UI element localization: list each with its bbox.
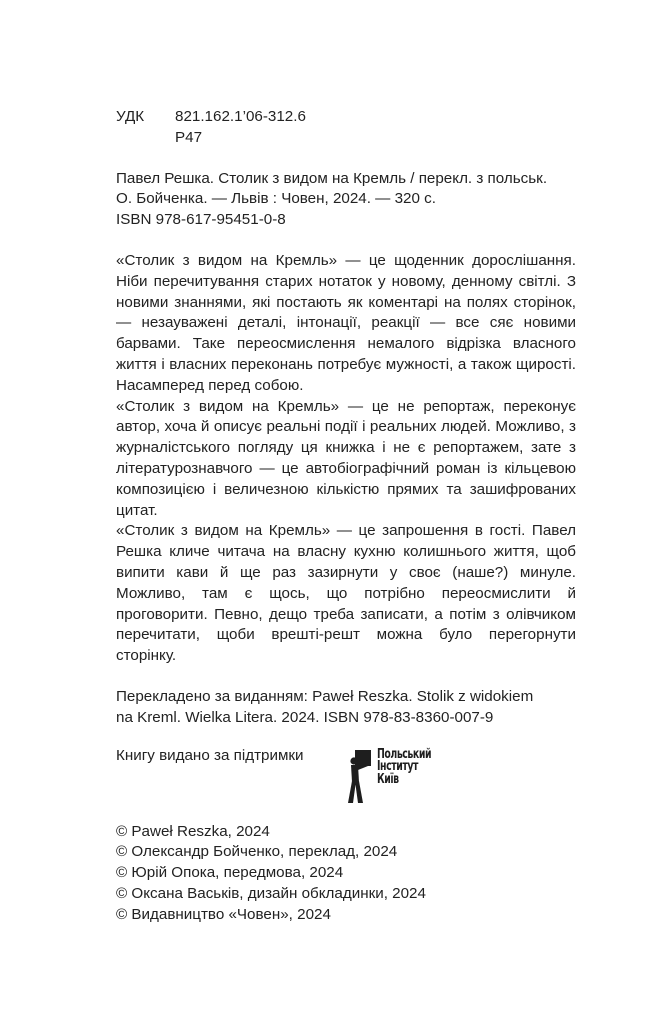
polish-institute-logo xyxy=(346,746,452,805)
copyright-line: © Paweł Reszka, 2024 xyxy=(116,822,270,840)
annotation-paragraph: «Столик з видом на Кремль» — це запрошення в гості. Павел Решка кличе читача на власну кухню колишнього життя, щоб випити кави й ще раз зазирнути у своє (наше?) минуле. Можливо, там є щось, що потрібно переосмислити й проговорити. Певно, дещо треба записати, а потім з олівчиком перечитати, щоби врешті-решт можна було перегорнути сторінку. xyxy=(116,522,576,665)
imprint-page xyxy=(116,107,576,926)
logo-line: Інститут xyxy=(377,759,418,775)
catalog-block xyxy=(116,107,576,149)
original-edition-line: na Kreml. Wielka Litera. 2024. ISBN 978-83-8360-007-9 xyxy=(116,708,494,726)
copyright-line: © Юрій Опока, передмова, 2024 xyxy=(116,864,344,882)
udk-value: 821.162.1’06-312.6 xyxy=(175,108,306,125)
support-block xyxy=(116,746,576,805)
author-mark: Р47 xyxy=(175,128,203,146)
annotation-paragraph: «Столик з видом на Кремль» — це не репортаж, переконує автор, хоча й описує реальні події і реальних людей. Можливо, з журналістського погляду ця книжка і не є репортажем, зате з літературознавчого — це автобіографічний роман із кільцевою композицією і величезною кількістю прямих та зашифрованих цитат. xyxy=(116,397,576,519)
support-text: Книгу видано за підтримки xyxy=(116,746,304,764)
copyright-line: © Олександр Бойченко, переклад, 2024 xyxy=(116,843,398,861)
logo-text xyxy=(377,746,432,787)
original-edition-line: Перекладено за виданням: Paweł Reszka. Stolik z widokiem xyxy=(116,687,534,705)
logo-line: Київ xyxy=(377,771,399,787)
bibliography-line: Павел Решка. Столик з видом на Кремль / перекл. з польськ. xyxy=(116,169,548,187)
udk-row xyxy=(116,107,576,128)
bibliography-line: О. Бойченка. — Львів : Човен, 2024. — 320 с. xyxy=(116,190,436,208)
figure-with-board-icon xyxy=(346,749,376,805)
isbn-line: ISBN 978-617-95451-0-8 xyxy=(116,211,286,229)
udk-label: УДК xyxy=(116,108,145,125)
translated-from xyxy=(116,687,576,729)
author-mark-row xyxy=(116,128,576,149)
copyright-line: © Видавництво «Човен», 2024 xyxy=(116,905,331,923)
copyright-line: © Оксана Васьків, дизайн обкладинки, 2024 xyxy=(116,884,426,902)
copyright-block xyxy=(116,822,576,926)
annotation xyxy=(116,251,576,667)
annotation-paragraph: «Столик з видом на Кремль» — це щоденник дорослішання. Ніби перечитування старих нотаток у новому, денному світлі. З новими знаннями, які постають як коментарі на полях сторінок, — незауважені деталі, інтонації, реакції — все сяє новими барвами. Таке переосмислення немалого відрізка власного життя і власних переконань потребує мужності, а також щирості. Насамперед перед собою. xyxy=(116,251,576,394)
logo-line: Польський xyxy=(377,746,432,762)
bibliographic-record xyxy=(116,169,576,231)
